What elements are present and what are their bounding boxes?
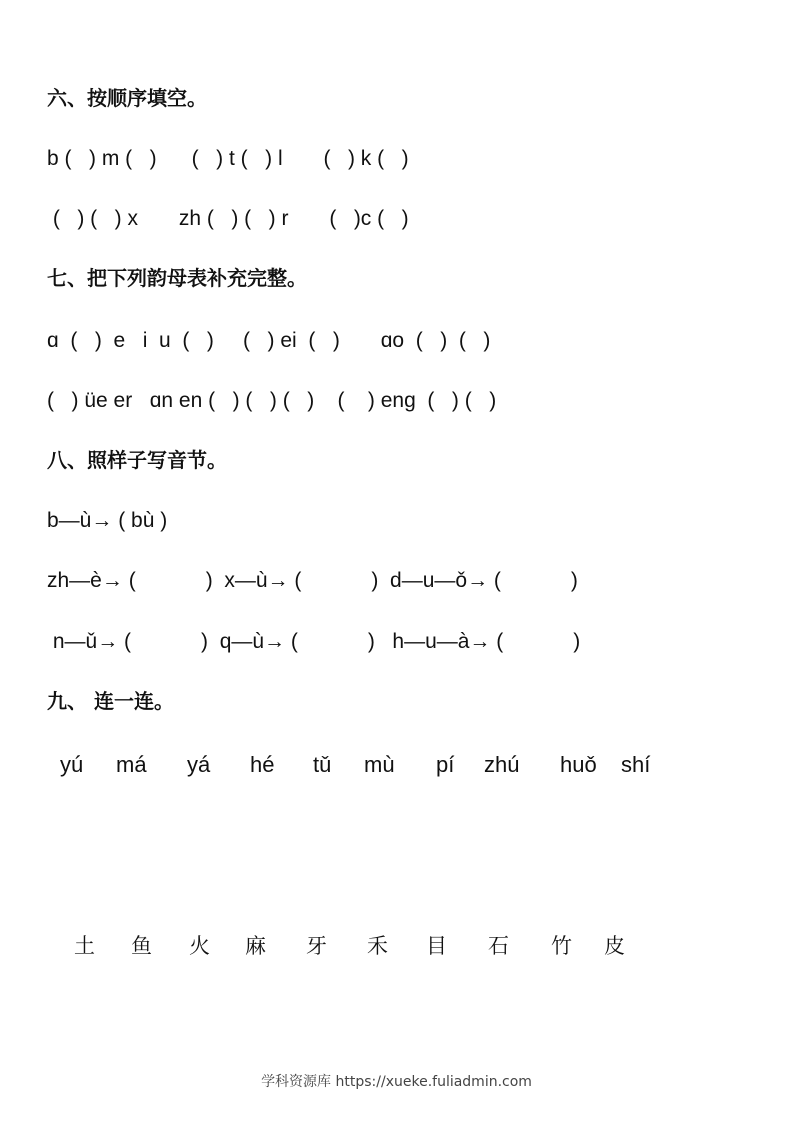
section-6-heading: 六、按顺序填空。 [47,86,207,110]
pinyin-item[interactable]: pí [436,752,455,777]
section-6-line-2: ( ) ( ) x zh ( ) ( ) r ( )c ( ) [47,207,409,230]
section-7-heading: 七、把下列韵母表补充完整。 [47,266,307,290]
character-item[interactable]: 牙 [306,934,327,958]
footer-watermark: 学科资源库 https://xueke.fuliadmin.com [261,1074,532,1090]
character-item[interactable]: 麻 [245,934,266,958]
character-item[interactable]: 皮 [604,934,625,958]
character-item[interactable]: 目 [426,934,447,958]
section-6-line-1: b ( ) m ( ) ( ) t ( ) l ( ) k ( ) [47,147,409,170]
character-item[interactable]: 石 [488,934,509,958]
pinyin-item[interactable]: huǒ [560,752,597,777]
section-8-heading: 八、照样子写音节。 [47,448,227,472]
character-item[interactable]: 火 [189,934,210,958]
character-item[interactable]: 土 [74,934,95,958]
section-8-line-2: n—ǔ→ ( ) q—ù→ ( ) h—u—à→ ( ) [47,630,581,653]
section-7-line-1: ɑ ( ) e i u ( ) ( ) ei ( ) ɑo ( ) ( ) [47,329,491,352]
pinyin-item[interactable]: hé [250,752,275,777]
pinyin-item[interactable]: zhú [484,752,520,777]
section-8-line-1: zh—è→ ( ) x—ù→ ( ) d—u—ǒ→ ( ) [47,569,578,592]
section-9-heading: 九、 连一连。 [47,689,174,713]
character-row [0,930,793,960]
pinyin-item[interactable]: shí [621,752,651,777]
character-item[interactable]: 禾 [367,934,388,958]
character-item[interactable]: 鱼 [131,934,152,958]
pinyin-item[interactable]: tǔ [313,752,332,777]
pinyin-item[interactable]: yá [187,752,211,777]
pinyin-item[interactable]: má [116,752,147,777]
pinyin-row [0,752,793,782]
section-8-example: b—ù→ ( bù ) [47,509,168,532]
character-item[interactable]: 竹 [551,934,572,958]
section-7-line-2: ( ) üe er ɑn en ( ) ( ) ( ) ( ) eng ( ) ( ) [47,389,497,412]
pinyin-item[interactable]: yú [60,752,84,777]
pinyin-item[interactable]: mù [364,752,395,777]
